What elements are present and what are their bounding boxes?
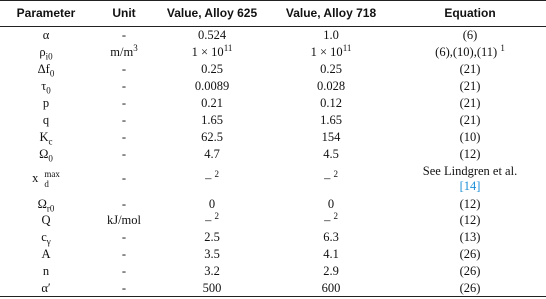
cell-value-625 — [156, 280, 268, 297]
parameter-sup: max — [44, 168, 60, 179]
parameter-sub: i0 — [45, 51, 53, 62]
value-625-sup: 11 — [223, 43, 233, 54]
table-row — [0, 128, 546, 145]
value-718-sup: 2 — [333, 168, 338, 179]
value-625: 0 — [208, 196, 216, 211]
table-row — [0, 263, 546, 280]
cell-unit — [92, 27, 156, 44]
value-625: 0.524 — [197, 28, 227, 43]
cell-parameter — [0, 246, 92, 263]
equation-ref-sup: 1 — [500, 43, 505, 54]
parameter-sub: 0 — [48, 153, 53, 164]
table-row — [0, 145, 546, 162]
parameter-sub: d — [44, 178, 49, 189]
unit-text: - — [121, 264, 127, 279]
equation-ref: (6) — [462, 28, 478, 43]
unit-text: - — [121, 247, 127, 262]
value-718: 6.3 — [323, 230, 339, 245]
cell-value-625 — [156, 78, 268, 95]
cell-value-718 — [268, 95, 394, 112]
unit-text: kJ/mol — [106, 213, 142, 228]
cell-parameter — [0, 195, 92, 212]
cell-value-625 — [156, 263, 268, 280]
parameter-sub: r0 — [46, 203, 55, 214]
header-equation: Equation — [394, 0, 546, 27]
table-row — [0, 162, 546, 195]
cell-value-625 — [156, 162, 268, 195]
value-625: – $^2$ — [205, 211, 219, 228]
header-value-alloy-625: Value, Alloy 625 — [156, 0, 268, 27]
value-718: 1.65 — [320, 112, 342, 127]
value-718: 0.25 — [320, 62, 342, 77]
equation-ref: (26) — [459, 281, 481, 296]
cell-unit — [92, 246, 156, 263]
value-625: 0.0089 — [194, 79, 230, 94]
unit-sup: 3 — [133, 43, 138, 54]
unit-text: - — [121, 171, 127, 186]
equation-ref: (12) — [459, 146, 481, 161]
cell-unit — [92, 212, 156, 229]
value-625-sup: 2 — [214, 211, 219, 222]
parameter-sub: 0 — [46, 85, 51, 96]
cell-equation — [394, 162, 546, 195]
equation-ref: (26) — [459, 247, 481, 262]
cell-value-718 — [268, 44, 394, 61]
equation-ref: (13) — [459, 230, 481, 245]
cell-equation — [394, 44, 546, 61]
table-row — [0, 229, 546, 246]
table-row — [0, 212, 546, 229]
value-718: 4.5 — [323, 146, 339, 161]
cell-unit — [92, 280, 156, 297]
cell-value-625 — [156, 95, 268, 112]
unit-text: - — [121, 79, 127, 94]
value-625-sup: 2 — [214, 168, 219, 179]
value-718-sup: 11 — [342, 43, 352, 54]
cell-value-718 — [268, 195, 394, 212]
cell-unit — [92, 61, 156, 78]
value-625: 3.2 — [204, 264, 220, 279]
cell-value-625 — [156, 195, 268, 212]
cell-equation — [394, 212, 546, 229]
cell-parameter — [0, 229, 92, 246]
cell-value-718 — [268, 128, 394, 145]
cell-value-718 — [268, 27, 394, 44]
cell-unit — [92, 263, 156, 280]
parameter-symbol: $\Delta f_0$ — [37, 62, 55, 79]
cell-equation — [394, 145, 546, 162]
cell-unit — [92, 145, 156, 162]
parameter-symbol: p — [42, 96, 50, 110]
cell-parameter — [0, 95, 92, 112]
parameter-symbol: $c_\gamma$ — [41, 230, 51, 247]
table-row — [0, 61, 546, 78]
cell-equation — [394, 263, 546, 280]
value-625: 4.7 — [204, 146, 220, 161]
unit-text: - — [121, 281, 127, 296]
unit-text: - — [121, 230, 127, 245]
table-header-row — [0, 0, 546, 27]
table-row — [0, 78, 546, 95]
parameter-symbol: $\Omega_{r0}$ — [37, 196, 55, 214]
value-625: 0.25 — [201, 62, 223, 77]
cell-value-718 — [268, 229, 394, 246]
cell-parameter — [0, 280, 92, 297]
value-718: 4.1 — [323, 247, 339, 262]
cell-value-625 — [156, 61, 268, 78]
equation-ref: (21) — [459, 96, 481, 110]
cell-value-625 — [156, 246, 268, 263]
cell-value-718 — [268, 162, 394, 195]
equation-ref: (12) — [459, 196, 481, 211]
parameter-symbol: n — [42, 264, 50, 279]
cell-value-718 — [268, 280, 394, 297]
value-625: 62.5 — [201, 129, 223, 144]
value-718: 2.9 — [323, 264, 339, 279]
cell-value-718 — [268, 263, 394, 280]
value-625: 3.5 — [204, 247, 220, 262]
value-718: 0.028 — [316, 79, 346, 94]
cell-value-625 — [156, 111, 268, 128]
cell-equation — [394, 111, 546, 128]
value-718: 600 — [321, 281, 341, 296]
value-718: 1.0 — [323, 28, 339, 43]
parameter-symbol: α — [42, 28, 50, 43]
parameter-sub: c — [48, 136, 53, 147]
cell-equation — [394, 27, 546, 44]
value-625: $1 \times 10^{11}$ — [191, 43, 233, 60]
equation-ref: (26) — [459, 264, 481, 279]
cell-value-625 — [156, 128, 268, 145]
cell-value-718 — [268, 61, 394, 78]
table-row — [0, 246, 546, 263]
cell-equation — [394, 246, 546, 263]
cell-parameter — [0, 263, 92, 280]
cell-unit — [92, 111, 156, 128]
parameter-symbol: α′ — [41, 281, 51, 296]
cell-equation — [394, 195, 546, 212]
value-718: – $^2$ — [324, 168, 338, 186]
value-625: 500 — [202, 281, 222, 296]
cell-unit — [92, 162, 156, 195]
value-625: – $^2$ — [205, 168, 219, 186]
cell-value-625 — [156, 229, 268, 246]
header-value-alloy-718: Value, Alloy 718 — [268, 0, 394, 27]
unit-text: - — [121, 28, 127, 43]
unit-text: - — [121, 129, 127, 144]
equation-ref: (21) — [459, 62, 481, 77]
unit-text: - — [121, 146, 127, 161]
cell-unit — [92, 229, 156, 246]
cell-equation — [394, 280, 546, 297]
cell-parameter — [0, 111, 92, 128]
cell-value-625 — [156, 145, 268, 162]
value-718: 0.12 — [320, 96, 342, 110]
cell-value-718 — [268, 145, 394, 162]
parameter-symbol: $\Omega_0$ — [39, 146, 53, 164]
parameter-symbol: $\tau_0$ — [41, 79, 51, 96]
cell-unit — [92, 195, 156, 212]
table-row — [0, 111, 546, 128]
cell-unit — [92, 44, 156, 61]
parameter-symbol: x max d — [32, 168, 60, 189]
cell-equation — [394, 61, 546, 78]
unit-text: - — [121, 96, 127, 110]
equation-ref: (21) — [459, 112, 481, 127]
value-718-sup: 2 — [333, 211, 338, 222]
table-row — [0, 95, 546, 112]
unit-text: - — [121, 62, 127, 77]
parameter-symbol: q — [42, 112, 50, 127]
parameter-sub: γ — [46, 236, 51, 247]
cell-value-718 — [268, 212, 394, 229]
table-body — [0, 27, 546, 297]
equation-ref: (21) — [459, 79, 481, 94]
cell-value-625 — [156, 212, 268, 229]
cell-parameter — [0, 128, 92, 145]
value-718: – $^2$ — [324, 211, 338, 228]
value-625: 2.5 — [204, 230, 220, 245]
cell-parameter — [0, 27, 92, 44]
value-625: 0.21 — [201, 96, 223, 110]
cell-equation — [394, 128, 546, 145]
cell-parameter — [0, 61, 92, 78]
unit-text: - — [121, 112, 127, 127]
cell-value-625 — [156, 27, 268, 44]
equation-note: See Lindgren et al. — [422, 163, 518, 178]
table-row — [0, 280, 546, 297]
equation-ref: (6),(10),(11) $^1$ — [435, 43, 505, 60]
cell-value-718 — [268, 246, 394, 263]
citation-link[interactable]: [14] — [459, 178, 481, 193]
cell-equation — [394, 95, 546, 112]
cell-equation — [394, 78, 546, 95]
parameter-sub: 0 — [49, 68, 55, 79]
value-718: 154 — [321, 129, 341, 144]
cell-parameter — [0, 212, 92, 229]
cell-unit — [92, 128, 156, 145]
unit-text: $m/m^3$ — [110, 43, 138, 60]
table-row — [0, 195, 546, 212]
value-625: 1.65 — [201, 112, 223, 127]
parameter-symbol: $\rho_{i0}$ — [39, 45, 53, 62]
parameter-symbol: Q — [41, 213, 51, 228]
cell-parameter — [0, 162, 92, 195]
cell-value-718 — [268, 78, 394, 95]
cell-value-625 — [156, 44, 268, 61]
value-718: $1 \times 10^{11}$ — [310, 43, 352, 60]
cell-parameter — [0, 78, 92, 95]
header-unit: Unit — [92, 0, 156, 27]
cell-equation — [394, 229, 546, 246]
cell-unit — [92, 95, 156, 112]
table-row — [0, 44, 546, 61]
parameter-symbol: $K_c$ — [39, 129, 53, 147]
table-row — [0, 27, 546, 44]
cell-parameter — [0, 145, 92, 162]
equation-ref: (12) — [459, 213, 481, 228]
cell-value-718 — [268, 111, 394, 128]
value-718: 0 — [327, 196, 335, 211]
unit-text: - — [121, 196, 127, 211]
equation-ref: (10) — [459, 129, 481, 144]
parameter-scripts — [38, 169, 60, 189]
cell-parameter — [0, 44, 92, 61]
cell-unit — [92, 78, 156, 95]
header-parameter: Parameter — [0, 0, 92, 27]
parameter-symbol: A — [41, 247, 51, 262]
